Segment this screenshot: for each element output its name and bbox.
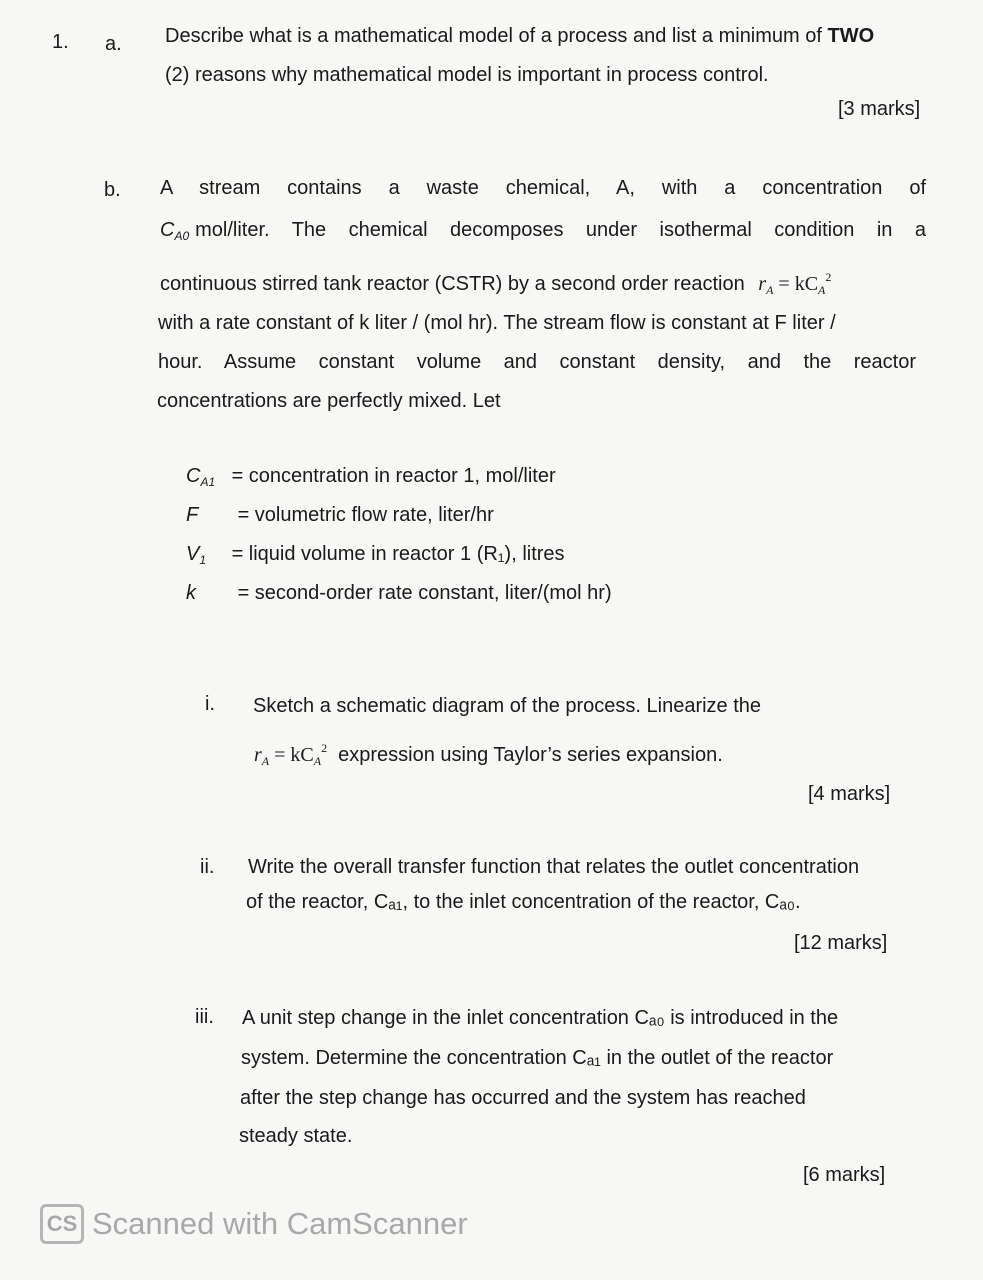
part-iii-marks: [6 marks] (803, 1164, 886, 1186)
part-iii-label: iii. (195, 1006, 214, 1028)
rate-expression: $r_A = kC_A^2$ (758, 270, 832, 297)
camscanner-logo: CS (40, 1204, 84, 1244)
part-b-line1: A stream contains a waste chemical, A, with a concentration of (160, 177, 926, 199)
part-b-line3 (160, 265, 831, 302)
part-b-line3-text: continuous stirred tank reactor (CSTR) by a second order reaction (160, 273, 745, 295)
part-a-line1-text: Describe what is a mathematical model of a process and list a minimum of (165, 25, 822, 47)
def-v1: $V_1$ = liquid volume in reactor 1 (R₁), litres (186, 543, 565, 567)
part-i-line2: $r_A = kC_A^2$ expression using Taylor’s series expansion. (254, 741, 723, 768)
part-ii-line1: Write the overall transfer function that relates the outlet concentration (248, 856, 860, 878)
part-iii-line1: A unit step change in the inlet concentration Cₐ₀ is introduced in the (242, 1007, 839, 1029)
question-number: 1. (52, 31, 69, 53)
part-iii-line4: steady state. (239, 1125, 353, 1147)
part-a-line1-strong: TWO (827, 25, 875, 47)
part-b-label: b. (104, 179, 121, 201)
cao-symbol: $C_{A0}$ (160, 219, 190, 243)
rate-expression-i: $r_A = kC_A^2$ (254, 741, 328, 768)
part-iii-line3: after the step change has occurred and the system has reached (240, 1087, 806, 1109)
camscanner-watermark (40, 1204, 468, 1244)
part-b-line2 (160, 218, 926, 248)
part-i-marks: [4 marks] (808, 783, 891, 805)
camscanner-text: Scanned with CamScanner (92, 1206, 468, 1241)
part-ii-marks: [12 marks] (794, 932, 888, 954)
part-b-line4: with a rate constant of k liter / (mol hr). The stream flow is constant at F liter / (158, 312, 836, 334)
part-b-line6: concentrations are perfectly mixed. Let (157, 390, 501, 412)
part-a-marks: [3 marks] (838, 98, 921, 120)
part-i-label: i. (205, 693, 215, 715)
part-a-line2: (2) reasons why mathematical model is important in process control. (165, 64, 769, 86)
part-ii-line2: of the reactor, Cₐ₁, to the inlet concentration of the reactor, Cₐ₀. (246, 891, 801, 913)
part-iii-line2: system. Determine the concentration Cₐ₁ in the outlet of the reactor (241, 1047, 834, 1069)
part-b-line5: hour. Assume constant volume and constant density, and the reactor (158, 351, 916, 373)
def-k: k = second-order rate constant, liter/(mol hr) (186, 582, 612, 604)
part-a-line1 (165, 24, 874, 48)
part-b-line2-text: mol/liter. The chemical decomposes under isothermal condition in a (195, 219, 926, 241)
part-ii-label: ii. (200, 856, 215, 878)
def-ca1: $C_{A1}$ = concentration in reactor 1, mol/liter (186, 465, 556, 489)
part-a-label: a. (105, 33, 122, 55)
def-f: F = volumetric flow rate, liter/hr (186, 504, 494, 526)
part-i-line1: Sketch a schematic diagram of the process. Linearize the (253, 695, 762, 717)
